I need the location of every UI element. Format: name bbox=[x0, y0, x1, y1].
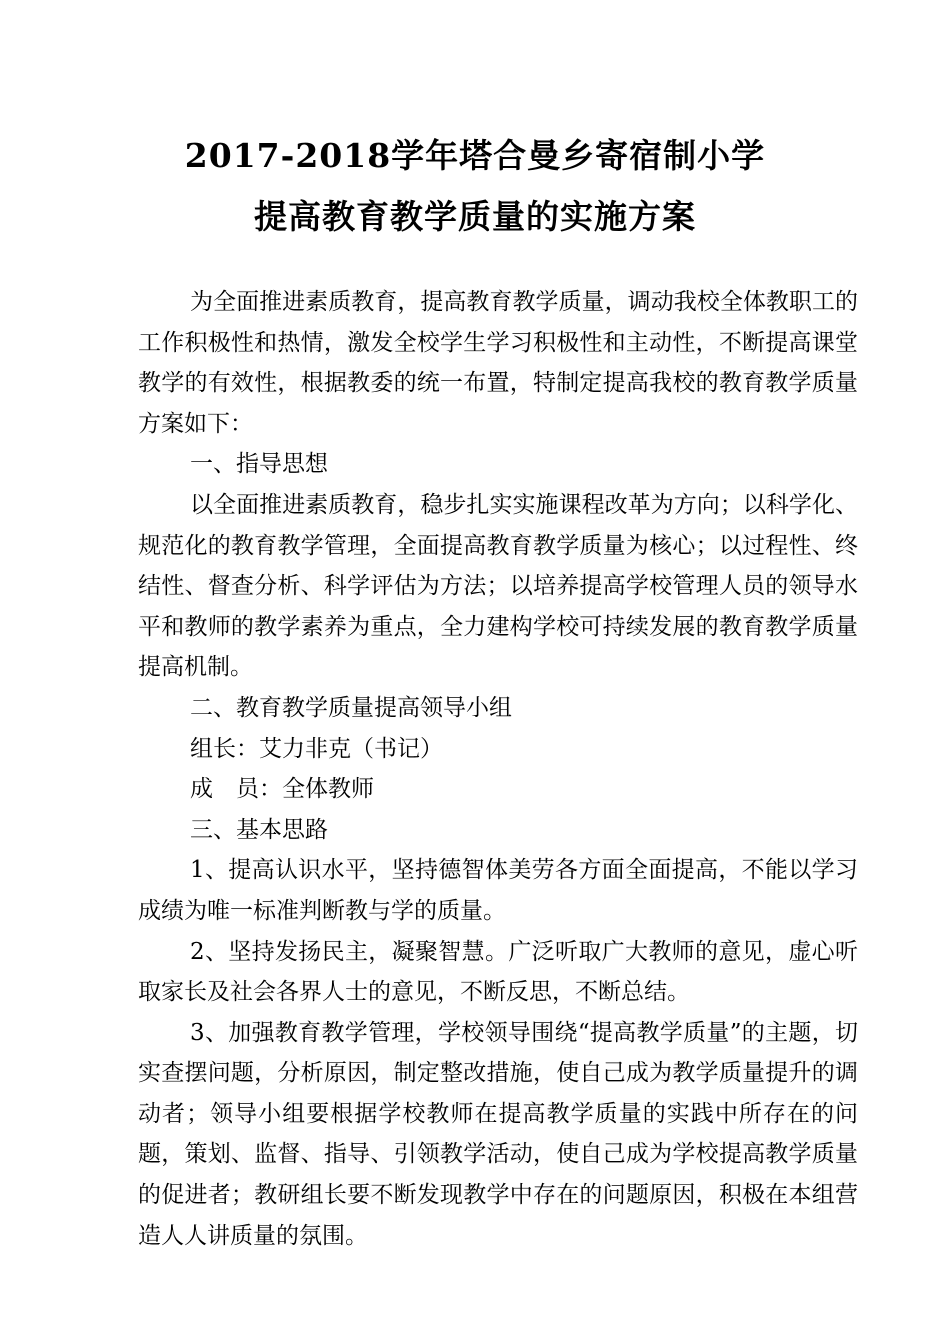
approach-item-3: 3、加强教育教学管理，学校领导围绕“提高教学质量”的主题，切实查摆问题，分析原因，制定整改措施，使自己成为教学质量提升的调动者；领导小组要根据学校教师在提高教学质量的实践中所存在的问题，策划、监督、指导、引领教学活动，使自己成为学校提高教学质量的促进者；教研组长要不断发现教学中存在的问题原因，积极在本组营造人人讲质量的氛围。 bbox=[138, 1019, 858, 1249]
intro-paragraph: 为全面推进素质教育，提高教育教学质量，调动我校全体教职工的工作积极性和热情，激发全校学生学习积极性和主动性，不断提高课堂教学的有效性，根据教委的统一布置，特制定提高我校的教育教学质量方案如下： bbox=[138, 289, 858, 437]
approach-item-1: 1、提高认识水平，坚持德智体美劳各方面全面提高，不能以学习成绩为唯一标准判断教与学的质量。 bbox=[138, 857, 858, 924]
section-heading-basic-approach: 三、基本思路 bbox=[190, 816, 328, 843]
section-heading-leadership-group: 二、教育教学质量提高领导小组 bbox=[190, 694, 512, 721]
approach-item-2: 2、坚持发扬民主，凝聚智慧。广泛听取广大教师的意见，虚心听取家长及社会各界人士的意见，不断反思，不断总结。 bbox=[138, 938, 858, 1006]
group-leader-line: 组长：艾力非克（书记） bbox=[190, 735, 443, 762]
document-title-line-1: 2017-2018学年塔合曼乡寄宿制小学 bbox=[184, 136, 766, 175]
group-members-line: 成 员：全体教师 bbox=[190, 776, 374, 803]
section-heading-guiding-ideology: 一、指导思想 bbox=[190, 451, 328, 478]
document-body bbox=[138, 282, 858, 1256]
document-title-line-2: 提高教育教学质量的实施方案 bbox=[254, 197, 696, 236]
guiding-ideology-paragraph: 以全面推进素质教育，稳步扎实实施课程改革为方向；以科学化、规范化的教育教学管理，全面提高教育教学质量为核心；以过程性、终结性、督查分析、科学评估为方法；以培养提高学校管理人员的领导水平和教师的教学素养为重点，全力建构学校可持续发展的教育教学质量提高机制。 bbox=[138, 491, 858, 681]
